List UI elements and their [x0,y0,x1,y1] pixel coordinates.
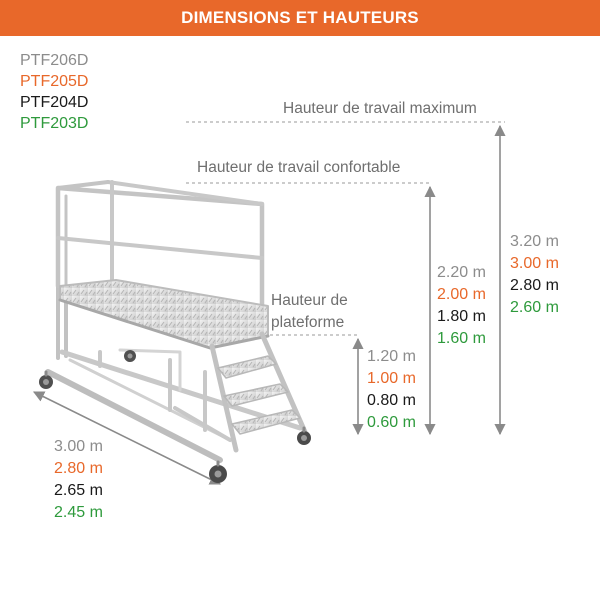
length-value: 2.65 m [54,482,103,499]
platform-height-values [367,346,416,434]
length-values [54,436,103,524]
comfort-height-value: 2.20 m [437,264,486,281]
max-height-label: Hauteur de travail maximum [283,100,477,117]
comfort-height-value: 1.80 m [437,308,486,325]
max-height-value: 2.80 m [510,277,559,294]
length-value: 3.00 m [54,438,103,455]
model-2: PTF205D [20,73,89,90]
max-height-values [510,231,559,319]
comfort-height-value: 2.00 m [437,286,486,303]
model-3: PTF204D [20,94,89,111]
platform-height-label-line1: Hauteur de [271,292,348,309]
platform-height-value: 1.20 m [367,348,416,365]
model-4: PTF203D [20,115,89,132]
comfort-height-value: 1.60 m [437,330,486,347]
max-height-value: 2.60 m [510,299,559,316]
comfort-height-values [437,262,486,350]
max-height-value: 3.00 m [510,255,559,272]
platform-height-value: 0.60 m [367,414,416,431]
length-value: 2.80 m [54,460,103,477]
platform-height-value: 1.00 m [367,370,416,387]
length-value: 2.45 m [54,504,103,521]
platform-height-label-line2: plateforme [271,314,345,331]
banner-title: DIMENSIONS ET HAUTEURS [181,8,419,27]
comfort-height-label: Hauteur de travail confortable [197,159,401,176]
platform-height-value: 0.80 m [367,392,416,409]
model-1: PTF206D [20,52,89,69]
max-height-value: 3.20 m [510,233,559,250]
